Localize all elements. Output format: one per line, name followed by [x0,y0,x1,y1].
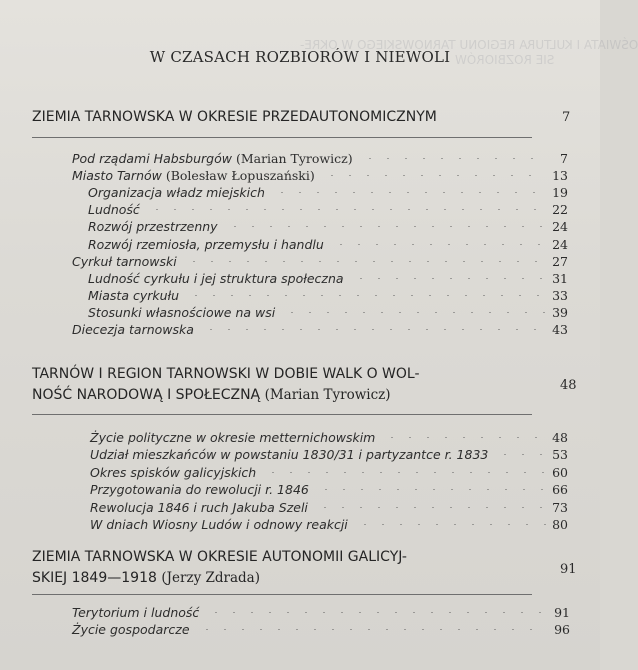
toc-entry-text: Rewolucja 1846 i ruch Jakuba Szeli [90,499,308,515]
toc-entry-page: 7 [560,151,568,166]
toc-leader-dots [273,192,546,193]
toc-entry-page: 24 [552,236,568,252]
toc-entry [88,288,568,304]
toc-entry-page: 91 [554,605,570,620]
toc-entry-title [90,465,256,480]
toc-leader-dots [352,278,546,279]
toc-leader-dots [317,489,546,490]
toc-entry-title [90,447,488,462]
section-1-title [32,107,437,128]
section-3-title-line-2: SKIEJ 1849—1918 [32,570,157,586]
toc-entry [88,185,568,201]
toc-leader-dots [264,472,546,473]
toc-entry [88,305,568,321]
toc-entry-title [72,151,353,166]
toc-leader-dots [198,629,548,630]
toc-entry [90,500,568,516]
toc-entry-text: Terytorium i ludność [72,605,200,620]
toc-leader-dots [283,312,546,313]
toc-entry-text: Miasto Tarnów [72,168,162,184]
toc-entry-text: Pod rządami Habsburgów [72,151,232,166]
section-2-author: (Marian Tyrowicz) [264,387,391,403]
toc-entry-page: 33 [552,287,568,303]
toc-leader-dots [148,209,546,210]
section-3-divider [32,594,532,595]
toc-leader-dots [323,175,546,176]
toc-entry-title [88,288,179,303]
toc-entry [90,465,568,481]
toc-entry [72,151,568,167]
toc-entry [90,430,568,446]
toc-leader-dots [187,295,546,296]
toc-entry-text: Życie polityczne w okresie metternichowskim [90,430,376,445]
toc-entry-title [88,219,218,234]
toc-entry-text: Życie gospodarcze [72,622,190,638]
toc-leader-dots [332,244,546,245]
toc-entry [72,605,570,621]
section-3-page: 91 [560,562,577,577]
toc-entry [72,322,568,338]
toc-entry [90,517,568,533]
toc-entry-title [72,605,199,620]
toc-leader-dots [226,226,546,227]
section-1-title-line-1: ZIEMIA TARNOWSKA W OKRESIE PRZEDAUTONOMICZNYM [32,109,437,125]
toc-entry-page: 43 [552,322,568,337]
toc-entry-page: 48 [552,430,568,445]
section-1-divider [32,137,532,138]
toc-entry [90,447,568,463]
toc-entry-title [90,500,308,515]
toc-entry-text: Rozwój rzemiosła, przemysłu i handlu [88,236,324,252]
toc-leader-dots [356,524,546,525]
section-3-title-line-1: ZIEMIA TARNOWSKA W OKRESIE AUTONOMII GALICYJ- [32,549,407,565]
toc-entry-author: (Marian Tyrowicz) [231,151,353,166]
toc-entry-title [88,305,275,320]
toc-entry-title [72,168,315,183]
section-3-title [32,547,407,589]
toc-entry-text: Ludność cyrkułu i jej struktura społeczna [88,270,344,286]
toc-entry [88,271,568,287]
toc-entry [88,219,568,235]
toc-entry-page: 27 [552,253,568,269]
toc-entry [72,254,568,270]
section-2-divider [32,414,532,415]
toc-entry [72,622,570,638]
toc-entry-page: 22 [552,202,568,218]
toc-leader-dots [361,158,546,159]
toc-entry-page: 60 [552,464,568,480]
toc-entry-text: Okres spisków galicyjskich [90,464,257,480]
toc-leader-dots [202,329,546,330]
section-2-title [32,364,420,406]
toc-entry [72,168,568,184]
toc-entry-title [72,322,194,337]
toc-entry-title [88,185,265,200]
toc-entry-text: Cyrkuł tarnowski [72,253,177,269]
toc-entry-title [88,271,344,286]
bleed-through-text-1: OŚWIATA I KULTURA REGIONU TARNOWSKIEGO W OKRE- [300,38,638,52]
section-1-page: 7 [562,110,571,125]
toc-entry-text: Przygotowania do rewolucji r. 1846 [90,482,309,498]
toc-leader-dots [185,261,546,262]
toc-entry-text: W dniach Wiosny Ludów i odnowy reakcji [90,517,348,532]
toc-entry-page: 73 [552,499,568,515]
toc-entry-text: Ludność [88,202,140,218]
section-2-title-line-1: TARNÓW I REGION TARNOWSKI W DOBIE WALK O WOL- [32,366,420,382]
toc-entry-title [88,202,140,217]
toc-entry-title [72,254,177,269]
toc-entry-text: Udział mieszkańców w powstaniu 1830/31 i partyzantce r. 1833 [90,447,489,463]
toc-entry-title [90,430,375,445]
toc-entry-page: 24 [552,219,568,235]
toc-leader-dots [383,437,546,438]
toc-entry-page: 96 [554,622,570,638]
toc-entry-text: Organizacja władz miejskich [88,185,265,201]
toc-entry-page: 31 [552,270,568,286]
toc-entry-page: 19 [552,185,568,201]
toc-entry-page: 13 [552,168,568,184]
toc-entry [88,237,568,253]
toc-entry-page: 80 [552,517,568,532]
toc-entry-text: Diecezja tarnowska [72,322,194,337]
toc-entry-text: Miasta cyrkułu [88,287,180,303]
section-2-page: 48 [560,378,577,393]
toc-entry-title [88,237,324,252]
page-title: W CZASACH ROZBIORÓW I NIEWOLI [149,48,451,66]
section-2-title-line-2: NOŚĆ NARODOWĄ I SPOŁECZNĄ [32,387,261,403]
toc-entry-page: 66 [552,482,568,498]
toc-entry-page: 53 [552,447,568,463]
toc-entry [88,202,568,218]
toc-entry-text: Stosunki własnościowe na wsi [88,304,276,320]
bleed-through-text-2: SIE ROZBIORÓW [455,53,555,67]
toc-entry-title [90,482,309,497]
toc-entry-page: 39 [552,304,568,320]
toc-leader-dots [316,507,546,508]
toc-entry [90,482,568,498]
toc-entry-text: Rozwój przestrzenny [88,219,218,235]
toc-entry-title [72,622,190,637]
section-3-author: (Jerzy Zdrada) [161,570,260,586]
toc-leader-dots [207,612,548,613]
toc-entry-author: (Bolesław Łopuszański) [161,168,315,184]
toc-entry-title [90,517,348,532]
